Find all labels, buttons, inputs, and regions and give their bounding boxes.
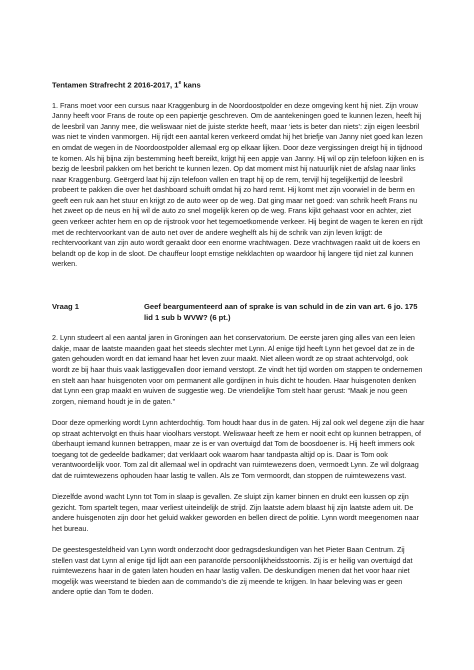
case-2-paragraph-1: 2. Lynn studeert al een aantal jaren in Groningen aan het conservatorium. De eerste jaren ging alles van een leien dakje, maar de laatste maanden gaat het steeds slechter met Lynn. Al enige tijd heeft Lynn het gevoel dat ze in de gaten gehouden wordt en dat iemand haar het leven zuur maakt. Niet alleen wordt ze op straat achtervolgd, ook wordt ze bij haar thuis vaak lastiggevallen door iemand verstopt. Ze vindt het tijd worden om stappen te ondernemen en stelt aan haar huisgenoten voor om permanent alle gordijnen in huis dicht te houden. Haar huisgenoten denken dat Lynn een grap maakt en wuiven de suggestie weg. De vriendelijke Tom stelt haar gerust: “Maak je nou geen zorgen, niemand houdt je in de gaten.” xyxy=(52,333,423,406)
question-1-label: Vraag 1 xyxy=(52,302,80,312)
case-2-paragraph-3: Diezelfde avond wacht Lynn tot Tom in slaap is gevallen. Ze sluipt zijn kamer binnen en drukt een kussen op zijn gezicht. Tom spartelt tegen, maar verliest uiteindelijk de strijd. Zijn laatste adem blaast hij zijn laatste adem uit. De andere huisgenoten zijn door het geluid wakker geworden en bellen direct de politie. Lynn wordt meegenomen naar het bureau. xyxy=(52,492,419,533)
title-text: Tentamen Strafrecht 2 2016-2017, 1 xyxy=(52,80,179,90)
title-suffix: kans xyxy=(181,80,201,90)
case-1-paragraph: 1. Frans moet voor een cursus naar Kraggenburg in de Noordoostpolder en deze omgeving kent hij niet. Zijn vrouw Janny heeft voor Frans de route op een papiertje geschreven. Om de aantekeningen goed te kunnen lezen, heeft hij de leesbril van Janny mee, die weliswaar niet de juiste sterkte heeft, maar ‘iets is beter dan niets’: zijn eigen leesbril was niet te vinden vanmorgen. Hij rijdt een aantal keren verkeerd omdat hij het briefje van Janny niet goed kan lezen en omdat de wegen in de Noordoostpolder allemaal erg op elkaar lijken. Door deze vergissingen dreigt hij in tijdnood te komen. Als hij bijna zijn bestemming heeft bereikt, krijgt hij een appje van Janny. Hij wil op zijn telefoon kijken en is bezig de leesbril pakken om het bericht te kunnen lezen. Op dat moment mist hij natuurlijk niet de afslag naar links naar Kraggenburg. Geërgerd laat hij zijn telefoon vallen en trapt hij op de rem, tervijl hij tegelijkertijd de leesbril probeert te pakken die over het dashboard schuift omdat hij zo hard remt. Hij komt met zijn voorwiel in de berm en geeft een ruk aan het stuur en krijgt zo de auto weer op de weg. Dat ging maar net goed: van schrik heeft Frans nu het zweet op de neus en hij wil de auto zo snel mogelijk keren op de weg. Frans kijkt gehaast voor en achter, ziet geen verkeer achter hem en op de rijstrook voor het tegemoetkomende verkeer. Hij begint de wagen te keren en rijdt met de rechtervoorkant van de auto net over de andere weghelft als hij de schrik van zijn leven krijgt: de rechtervoorkant van zijn auto wordt geraakt door een enorme vrachtwagen. Deze vrachtwagen raakt uit de koers en belandt op de kop in de sloot. De chauffeur loopt ernstige nekklachten op waardoor hij langere tijd niet zal kunnen werken. xyxy=(52,100,424,269)
case-2-paragraph-2: Door deze opmerking wordt Lynn achterdochtig. Tom houdt haar dus in de gaten. Hij zal ook wel degene zijn die haar op straat achtervolgt en thuis haar vioolhars verstopt. Weliswaar heeft ze hem er nooit echt op kunnen betrappen, of überhaupt iemand kunnen betrappen, maar ze is er van overtuigd dat Tom de boosdoener is. Hij heeft immers ook toegang tot de gedeelde badkamer; dat verklaart ook waarom haar tandpasta altijd op is. Daar is Tom ook verantwoordelijk voor. Tom zal dit allemaal wel in opdracht van ruimtewezens doen, vermoedt Lynn. Ze wil dolgraag dat de ruimtewezens ophouden haar lastig te vallen. Als ze Tom vermoordt, dan stoppen de ruimtewezens vast. xyxy=(52,417,425,480)
question-1-text: Geef beargumenteerd aan of sprake is van schuld in de zin van art. 6 jo. 175 lid 1 sub b WVW? (6 pt.) xyxy=(144,302,418,322)
question-1 xyxy=(52,302,426,323)
title-superscript: e xyxy=(178,80,182,86)
case-2-paragraph-4: De geestesgesteldheid van Lynn wordt onderzocht door gedragsdeskundigen van het Pieter Baan Centrum. Zij stellen vast dat Lynn al enige tijd lijdt aan een paranoïde persoonlijkheidsstoornis. Zij is er heilig van overtuigd dat ruimtewezens haar in de gaten laten houden en haar lastig vallen. De deskundigen menen dat het voor haar niet mogelijk was weerstand te bieden aan de commando’s die zij meende te krijgen. In haar beleving was er geen andere optie dan Tom te doden. xyxy=(52,545,413,597)
document-title xyxy=(52,78,426,91)
